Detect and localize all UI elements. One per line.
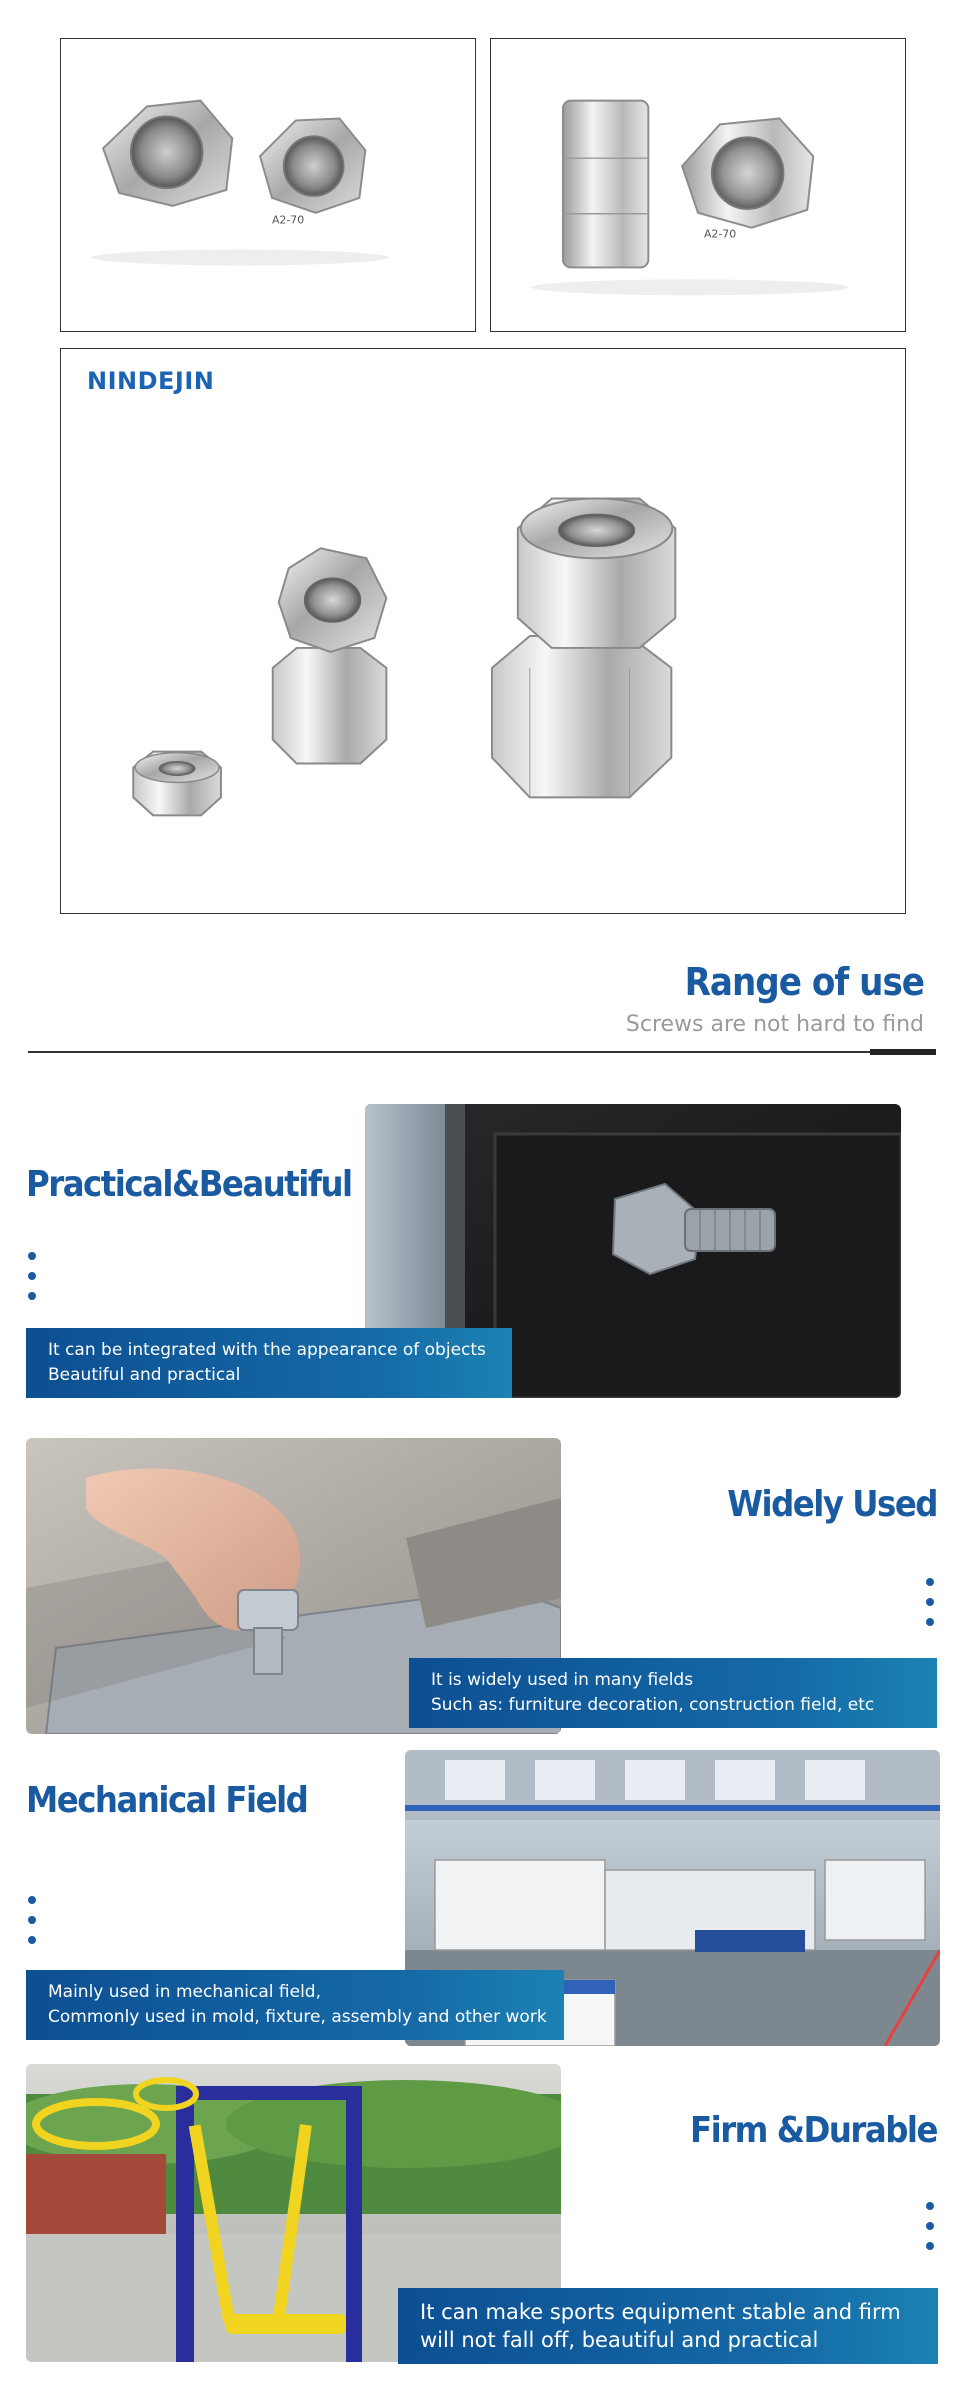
feature-title-widely-used: Widely Used: [727, 1484, 937, 1525]
assorted-nuts-image: [61, 349, 905, 913]
caption-line: It can make sports equipment stable and firm: [420, 2300, 901, 2324]
feature-dots-widely-used: [926, 1578, 936, 1638]
feature-title-firm: Firm &Durable: [689, 2110, 937, 2151]
caption-line: It can be integrated with the appearance of objects: [48, 1340, 486, 1360]
section-divider-accent: [870, 1049, 936, 1055]
feature-caption-firm: [398, 2288, 938, 2364]
caption-line: Such as: furniture decoration, construction field, etc: [431, 1695, 875, 1715]
feature-caption-widely-used: [409, 1658, 937, 1728]
feature-title-mechanical: Mechanical Field: [26, 1780, 308, 1821]
caption-line: Mainly used in mechanical field,: [48, 1982, 321, 2002]
hero-image-3: [60, 348, 906, 914]
caption-line: Commonly used in mold, fixture, assembly and other work: [48, 2007, 547, 2027]
feature-dots-firm: [926, 2202, 936, 2262]
feature-dots-practical: [28, 1252, 38, 1312]
caption-line: It is widely used in many fields: [431, 1670, 694, 1690]
feature-caption-practical: [26, 1328, 512, 1398]
nut-marking: A2-70: [703, 227, 737, 241]
section-subtitle: Screws are not hard to find: [625, 1012, 924, 1037]
hero-image-2: [490, 38, 906, 332]
caption-line: will not fall off, beautiful and practical: [420, 2328, 819, 2352]
nut-marking: A2-70: [271, 213, 305, 227]
brand-logo: NINDEJIN: [87, 367, 215, 395]
section-divider: [28, 1051, 936, 1053]
feature-dots-mechanical: [28, 1896, 38, 1956]
section-title: Range of use: [684, 960, 924, 1004]
feature-caption-mechanical: [26, 1970, 564, 2040]
hero-image-1: [60, 38, 476, 332]
hex-nut-standing-image: [491, 39, 905, 331]
caption-line: Beautiful and practical: [48, 1365, 241, 1385]
hex-nut-pair-image: [61, 39, 475, 331]
feature-title-practical: Practical&Beautiful: [26, 1164, 352, 1205]
